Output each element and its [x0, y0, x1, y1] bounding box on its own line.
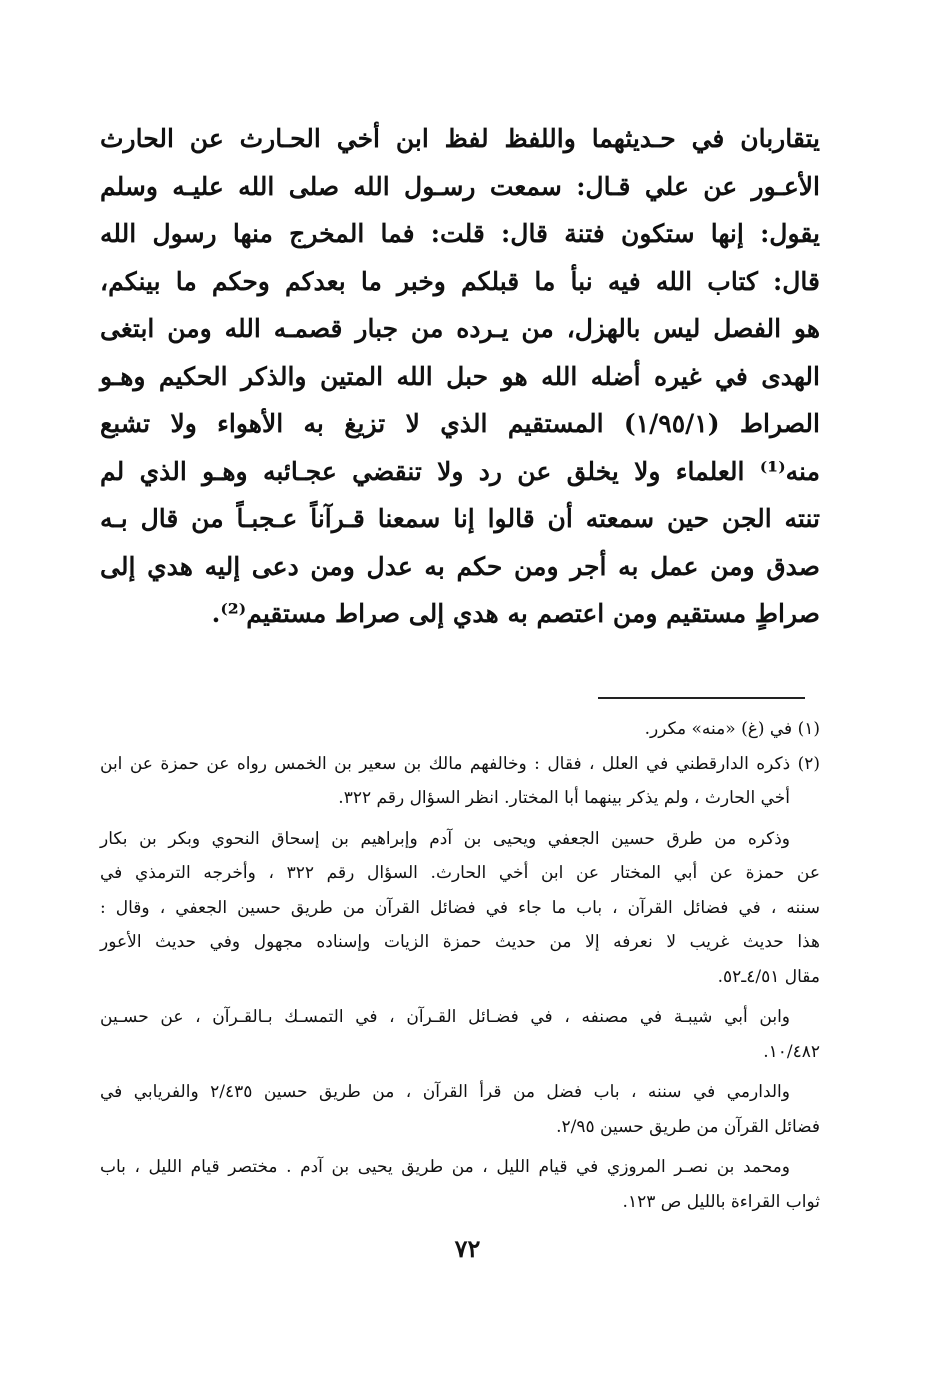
- main-text-line: الصراط (١/٩٥/١) المستقيم الذي لا تزيغ به الأهواء ولا تشبع: [100, 409, 820, 438]
- footnote-separator: [598, 697, 805, 699]
- footnote-2-line: (٢) ذكره الدارقطني في العلل ، فقال : وخالفهم مالك بن سعير بن الخمس رواه عن حمزة عن ابن: [100, 753, 820, 774]
- main-text-block: [100, 115, 820, 638]
- footnote-1: (١) في (غ) «منه» مكرر.: [644, 719, 820, 739]
- main-text-line: يتقاربان في حـديثهما واللفظ لفظ ابن أخي الحـارث عن الحارث: [100, 124, 820, 153]
- footnote-2-line: هذا حديث غريب لا نعرفه إلا من حديث حمزة الزيات وإسناده مجهول وفي حديث الأعور: [100, 932, 820, 952]
- footnote-2-line: والدارمي في سننه ، باب فضل من قرأ القرآن ، من طريق حسين ٢/٤٣٥ والفريابي في: [100, 1082, 790, 1102]
- footnote-2-line: ثواب القراءة بالليل ص ١٢٣.: [622, 1191, 820, 1212]
- footnote-2-line: وابن أبي شيبـة في مصنفه ، في فضـائل القـرآن ، في التمسـك بـالقـرآن ، عن حسـين: [100, 1007, 790, 1027]
- main-text-line: منه⁽¹⁾ العلماء ولا يخلق عن رد ولا تنقضي عجـائبه وهـو الذي لم: [100, 456, 820, 486]
- footnote-2-line: مقال ٤/٥١ـ٥٢.: [717, 966, 820, 987]
- footnote-2-line: سننه ، في فضائل القرآن ، باب ما جاء في فضائل القرآن من طريق حسين الجعفي ، وقال :: [100, 897, 820, 918]
- main-text-line: صراطٍ مستقيم ومن اعتصم به هدي إلى صراط مستقيم⁽²⁾.: [211, 599, 820, 628]
- main-text-line: الهدى في غيره أضله الله هو حبل الله المتين والذكر الحكيم وهـو: [100, 361, 820, 391]
- footnotes-block: [100, 712, 820, 1219]
- footnote-2-line: ١٠/٤٨٢.: [763, 1041, 820, 1062]
- footnote-2-line: ومحمد بن نصـر المروزي في قيام الليل ، من طريق يحيى بن آدم . مختصر قيام الليل ، باب: [100, 1157, 790, 1177]
- footnote-2-line: فضائل القرآن من طريق حسين ٢/٩٥.: [556, 1116, 820, 1137]
- page-number: ٧٢: [454, 1234, 481, 1263]
- footnote-2-line: أخي الحارث ، ولم يذكر بينهما أبا المختار. انظر السؤال رقم ٣٢٢.: [338, 788, 790, 808]
- footnote-2-line: عن حمزة عن أبي المختار عن ابن أخي الحارث. السؤال رقم ٣٢٢ ، وأخرجه الترمذي في: [100, 863, 821, 883]
- main-text-line: الأعـور عن علي قـال: سمعت رسـول الله صلى الله عليـه وسلم: [100, 171, 820, 201]
- main-text-line: تنته الجن حين سمعته أن قالوا إنا سمعنا قـرآناً عـجبـاً من قال بـه: [100, 504, 820, 533]
- footnote-2-line: وذكره من طرق حسين الجعفي ويحيى بن آدم وإبراهيم بن إسحاق النحوي وبكر بن بكار: [100, 828, 790, 849]
- main-text-line: هو الفصل ليس بالهزل، من يـرده من جبار قصمـه الله ومن ابتغى: [100, 314, 820, 343]
- main-text-line: صدق ومن عمل به أجر ومن حكم به عدل ومن دعى إليه هدي إلى: [100, 551, 820, 581]
- main-text-line: يقول: إنها ستكون فتنة قال: قلت: فما المخرج منها رسول الله: [100, 219, 820, 248]
- main-text-line: قال: كتاب الله فيه نبأ ما قبلكم وخبر ما بعدكم وحكم ما بينكم،: [100, 266, 820, 296]
